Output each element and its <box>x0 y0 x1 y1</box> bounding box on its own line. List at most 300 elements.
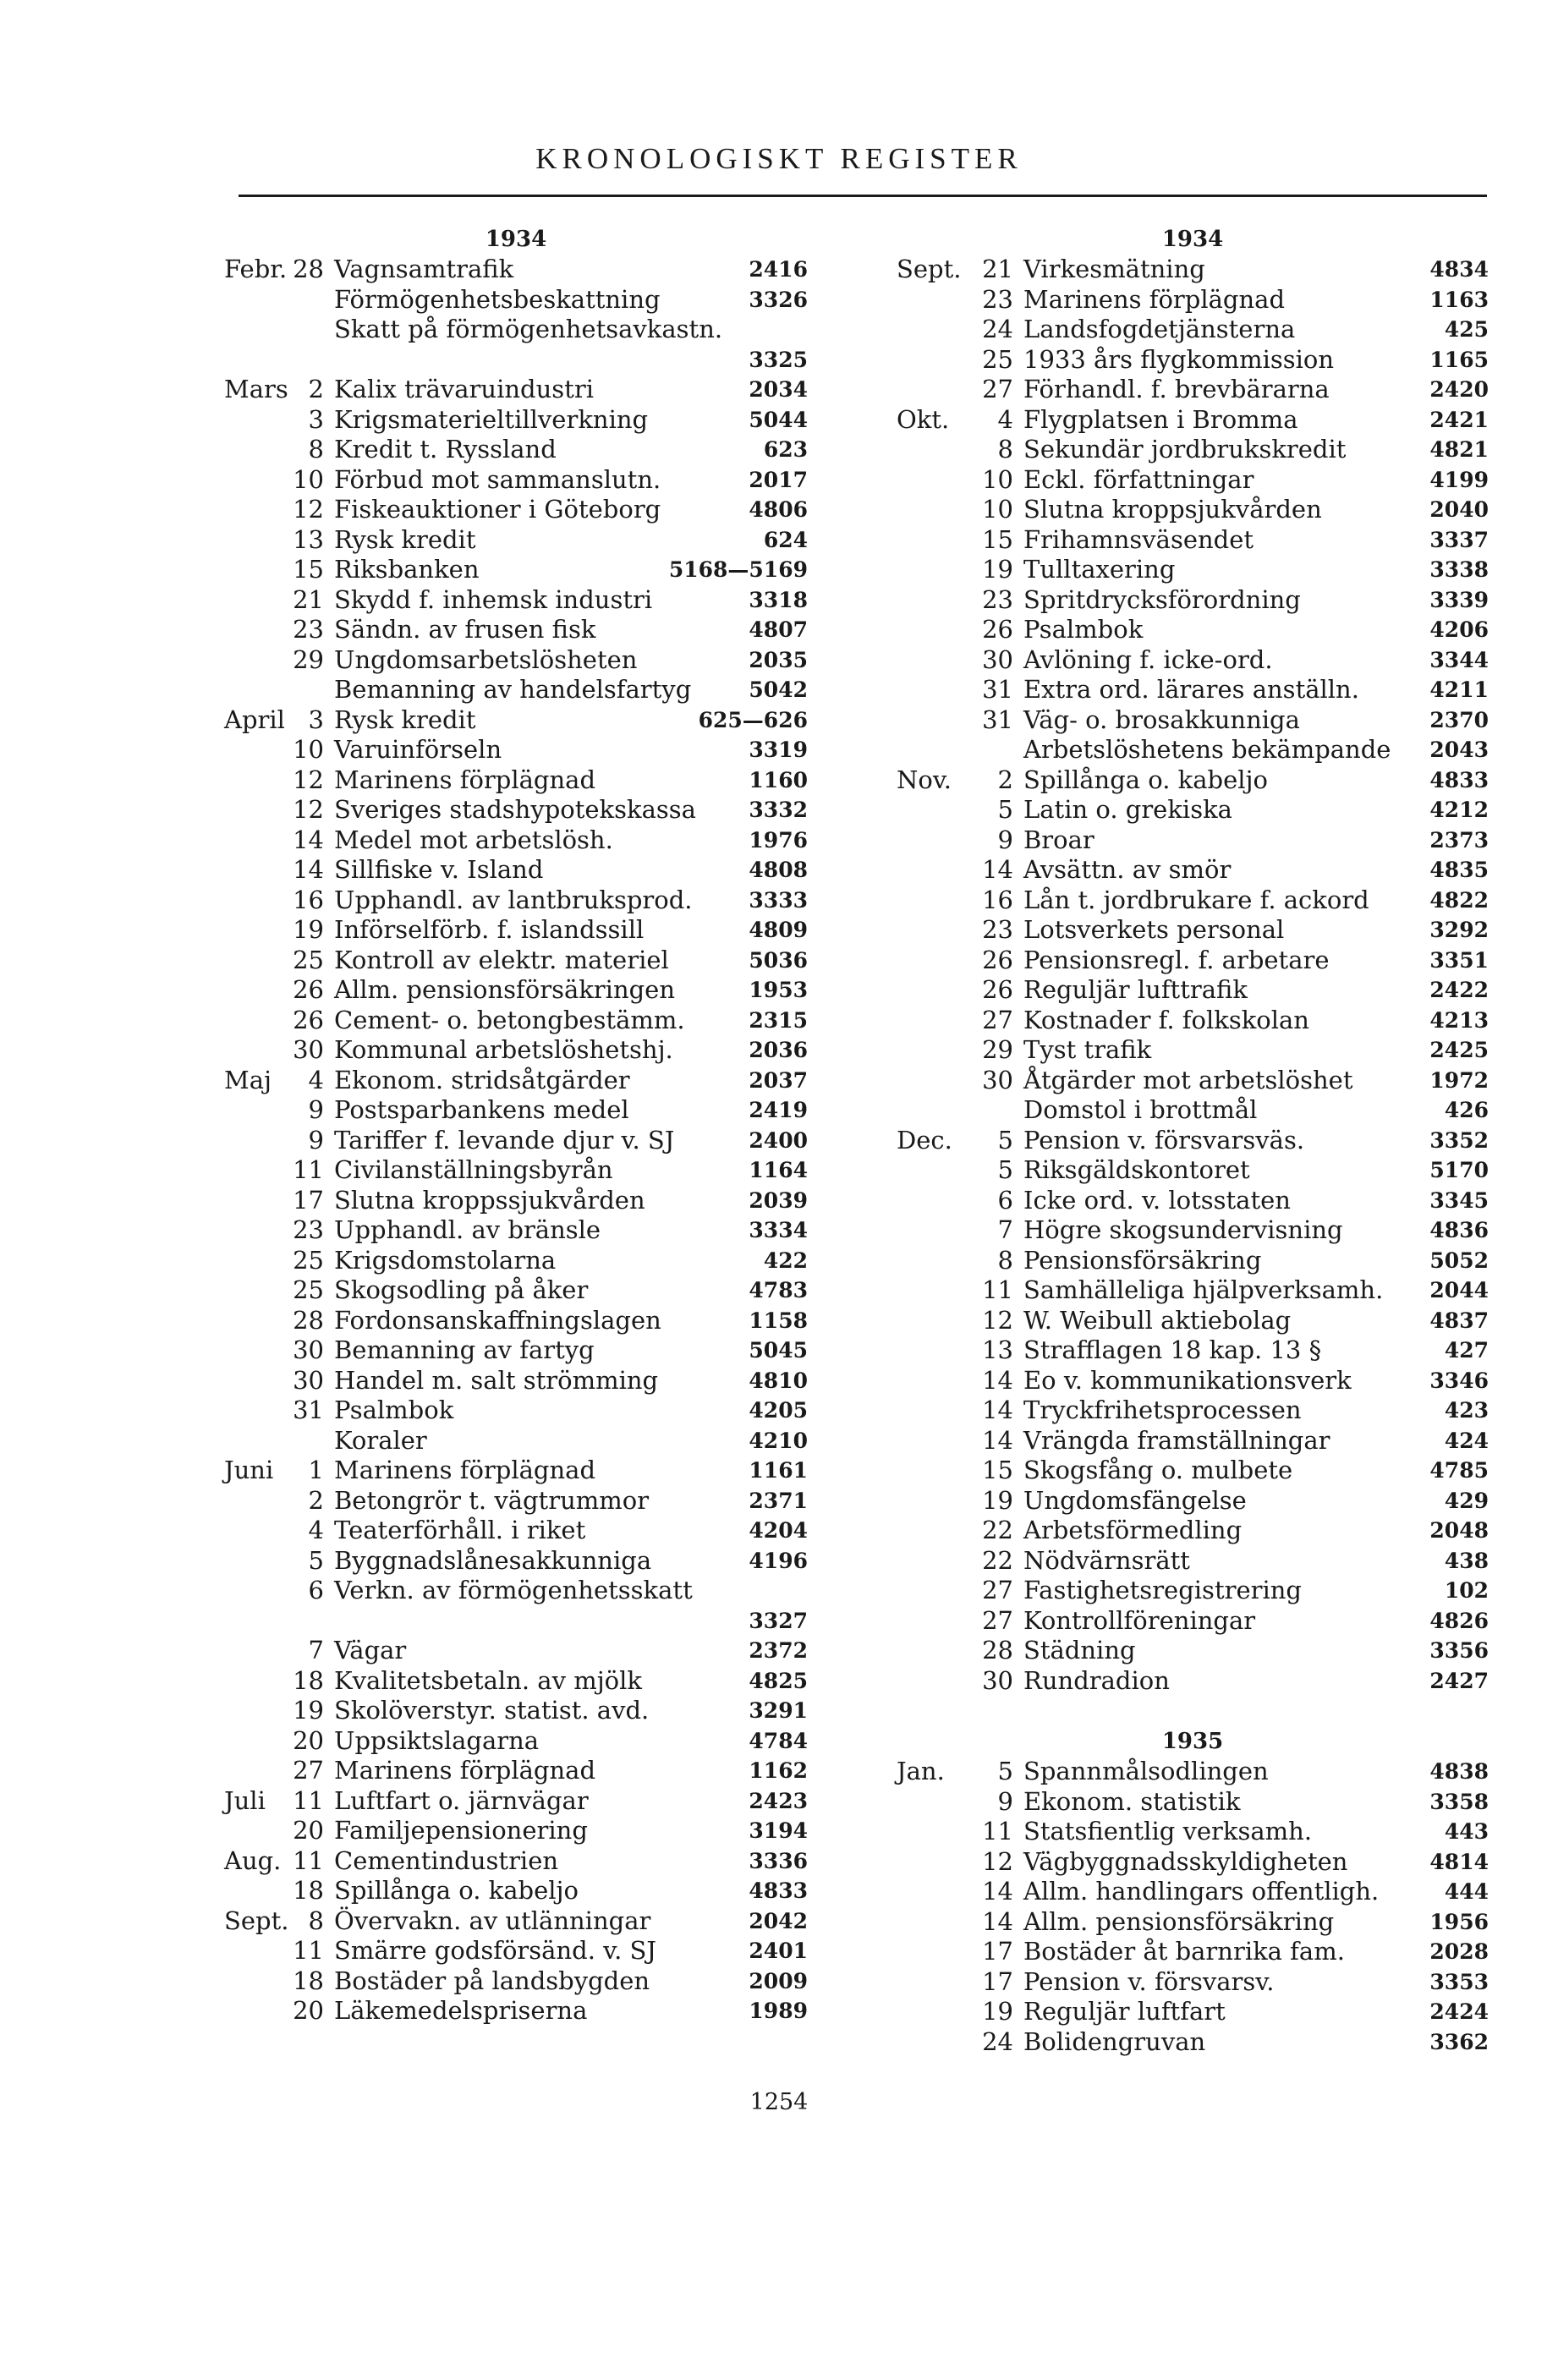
entry-reference: 425 <box>1444 317 1489 342</box>
register-entry <box>897 1606 1489 1637</box>
register-entry <box>224 555 808 585</box>
entry-subject: Väg- o. brosakkunniga <box>1023 705 1300 734</box>
entry-subject: Marinens förplägnad <box>334 765 596 794</box>
register-entry <box>897 1636 1489 1666</box>
entry-reference: 2373 <box>1429 827 1489 853</box>
register-entry <box>897 615 1489 645</box>
entry-subject: Förmögenhetsbeskattning <box>334 284 661 314</box>
entry-day: 27 <box>982 1576 1013 1604</box>
entry-month <box>897 1335 981 1366</box>
entry-month <box>897 1426 981 1456</box>
entry-subject: Eo v. kommunikationsverk <box>1023 1365 1352 1395</box>
entry-reference: 3358 <box>1429 1789 1489 1814</box>
entry-reference: 2048 <box>1429 1518 1489 1543</box>
entry-month <box>897 1787 981 1818</box>
entry-subject: Allm. pensionsförsäkringen <box>334 975 676 1004</box>
entry-month <box>224 1095 292 1126</box>
register-entry <box>897 1757 1489 1787</box>
entry-day: 26 <box>982 945 1013 974</box>
entry-reference: 4204 <box>749 1518 808 1543</box>
register-entry <box>897 495 1489 525</box>
register-entry <box>897 465 1489 496</box>
register-entry <box>897 1186 1489 1216</box>
entry-day: 20 <box>293 1725 324 1755</box>
entry-subject: Vägar <box>334 1636 407 1664</box>
entry-subject: Psalmbok <box>334 1396 454 1424</box>
entry-month: Nov. <box>897 765 952 794</box>
entry-month <box>897 435 981 465</box>
entry-day: 4 <box>997 404 1013 434</box>
entry-reference: 1989 <box>749 1999 808 2023</box>
register-entry <box>224 1516 808 1546</box>
entry-day: 31 <box>293 1396 324 1424</box>
entry-reference: 3292 <box>1429 918 1489 942</box>
entry-subject: Pension v. försvarsv. <box>1023 1966 1275 1996</box>
entry-reference: 3352 <box>1429 1127 1489 1153</box>
entry-month <box>897 1486 981 1516</box>
entry-month <box>897 975 981 1006</box>
entry-month <box>224 946 292 976</box>
entry-day: 8 <box>997 1245 1013 1275</box>
header-rule <box>239 195 1487 197</box>
entry-month <box>224 1006 292 1036</box>
entry-subject: Koraler <box>334 1425 427 1455</box>
entry-reference: 5036 <box>749 947 808 973</box>
entry-reference: 2315 <box>749 1007 808 1033</box>
register-entry <box>897 915 1489 946</box>
entry-reference: 3334 <box>749 1218 808 1242</box>
entry-month <box>224 615 292 645</box>
register-entry <box>897 1246 1489 1276</box>
entry-month: Febr. <box>224 255 288 283</box>
entry-month <box>897 1186 981 1216</box>
entry-day: 21 <box>293 584 324 614</box>
entry-subject: Handel m. salt strömming <box>334 1365 659 1395</box>
register-entry <box>897 705 1489 736</box>
entry-day <box>292 1426 334 1456</box>
entry-day: 14 <box>293 825 324 854</box>
entry-reference: 1158 <box>749 1308 808 1333</box>
entry-reference: 1972 <box>1429 1067 1489 1093</box>
entry-subject: Förhandl. f. brevbärarna <box>1023 375 1330 403</box>
entry-day: 11 <box>293 1936 324 1965</box>
register-entry <box>897 435 1489 465</box>
entry-subject: Upphandl. av bränsle <box>334 1215 601 1244</box>
entry-reference: 2424 <box>1429 1999 1489 2024</box>
entry-reference: 4825 <box>749 1668 808 1693</box>
register-entry <box>224 946 808 976</box>
entry-day: 17 <box>982 1937 1013 1966</box>
entry-subject: Samhälleliga hjälpverksamh. <box>1023 1275 1384 1304</box>
register-entry <box>224 765 808 796</box>
entry-month <box>897 1215 981 1246</box>
entry-subject: Ungdomsarbetslösheten <box>334 644 638 674</box>
register-entry <box>224 1215 808 1246</box>
entry-day: 24 <box>982 315 1013 343</box>
entry-month: Juli <box>224 1785 266 1815</box>
entry-subject: Arbetsförmedling <box>1023 1516 1243 1544</box>
entry-subject: Spritdrycksförordning <box>1023 584 1301 614</box>
entry-day: 10 <box>982 495 1013 524</box>
right-column <box>897 224 1489 2057</box>
register-entry <box>224 375 808 405</box>
register-entry <box>897 735 1489 765</box>
entry-reference: 623 <box>763 437 808 462</box>
entry-subject: Familjepensionering <box>334 1816 588 1845</box>
register-entry <box>897 1666 1489 1697</box>
register-entry <box>224 525 808 556</box>
entry-subject: Förbud mot sammanslutn. <box>334 464 661 494</box>
register-entry <box>897 1516 1489 1546</box>
register-entry <box>224 585 808 616</box>
entry-day: 2 <box>308 375 324 403</box>
register-entry <box>224 825 808 856</box>
register-entry <box>897 585 1489 616</box>
register-entry <box>897 1306 1489 1336</box>
entry-day: 23 <box>982 915 1013 944</box>
entry-reference: 3336 <box>749 1848 808 1873</box>
register-entry <box>224 1906 808 1937</box>
entry-subject: Pensionsförsäkring <box>1023 1245 1262 1275</box>
register-entry <box>897 1546 1489 1577</box>
entry-day: 3 <box>308 705 324 734</box>
entry-subject: Vrängda framställningar <box>1023 1425 1330 1455</box>
register-entry <box>224 915 808 946</box>
register-entry <box>897 1817 1489 1847</box>
entry-month <box>224 1816 292 1846</box>
entry-subject: Kontrollföreningar <box>1023 1605 1256 1635</box>
entry-day: 22 <box>982 1545 1013 1575</box>
entry-reference: 4814 <box>1429 1849 1489 1874</box>
entry-subject: Teaterförhåll. i riket <box>334 1516 586 1544</box>
entry-month <box>897 285 981 315</box>
entry-month <box>224 285 292 315</box>
entry-day <box>292 315 334 345</box>
entry-subject: 1933 års flygkommission <box>1023 344 1335 374</box>
entry-reference: 5045 <box>749 1338 808 1363</box>
entry-month <box>224 465 292 496</box>
entry-day: 13 <box>293 524 324 554</box>
entry-subject: Ekonom. statistik <box>1023 1786 1241 1816</box>
entry-subject: Kvalitetsbetaln. av mjölk <box>334 1665 642 1695</box>
entry-day: 22 <box>982 1516 1013 1544</box>
entry-reference: 438 <box>1444 1548 1489 1573</box>
entry-day: 18 <box>293 1966 324 1995</box>
entry-reference: 4785 <box>1429 1458 1489 1483</box>
entry-day: 30 <box>293 1335 324 1364</box>
entry-month <box>224 765 292 796</box>
register-entry <box>897 1095 1489 1126</box>
entry-reference: 2044 <box>1429 1278 1489 1302</box>
entry-month: Maj <box>224 1065 272 1094</box>
register-entry <box>897 1396 1489 1426</box>
entry-month <box>897 1877 981 1907</box>
entry-reference: 4810 <box>749 1368 808 1393</box>
register-entry <box>897 825 1489 856</box>
entry-day <box>981 735 1023 765</box>
continued-reference: 3325 <box>749 347 808 372</box>
entry-subject: Reguljär luftfart <box>1023 1997 1226 2026</box>
entry-month <box>224 1546 292 1577</box>
entry-month <box>897 1636 981 1666</box>
entry-day: 11 <box>293 1155 324 1184</box>
entry-subject: Ekonom. stridsåtgärder <box>334 1065 630 1094</box>
entry-day: 30 <box>982 1065 1013 1094</box>
entry-day: 29 <box>982 1035 1013 1064</box>
entry-reference: 4835 <box>1429 858 1489 882</box>
entry-reference: 2370 <box>1429 707 1489 732</box>
register-entry <box>897 1877 1489 1907</box>
continued-reference: 3327 <box>749 1608 808 1633</box>
entry-day: 9 <box>308 1095 324 1124</box>
register-entry <box>224 1095 808 1126</box>
register-entry <box>897 1486 1489 1516</box>
entry-reference: 1163 <box>1429 287 1489 312</box>
entry-subject: Städning <box>1023 1636 1136 1664</box>
entry-reference: 2371 <box>749 1488 808 1513</box>
entry-reference: 4826 <box>1429 1608 1489 1633</box>
entry-month <box>224 1186 292 1216</box>
entry-subject: Marinens förplägnad <box>334 1756 596 1785</box>
entry-month <box>897 1306 981 1336</box>
entry-month <box>897 1546 981 1577</box>
entry-day: 14 <box>982 1365 1013 1395</box>
entry-month <box>897 495 981 525</box>
entry-reference: 5168—5169 <box>668 557 808 582</box>
entry-subject: Spannmålsodlingen <box>1023 1757 1269 1785</box>
entry-subject: Åtgärder mot arbetslöshet <box>1023 1065 1353 1094</box>
register-entry <box>224 1666 808 1697</box>
entry-reference: 427 <box>1444 1338 1489 1363</box>
entry-subject: Cement- o. betongbestämm. <box>334 1005 685 1034</box>
entry-reference: 3337 <box>1429 527 1489 552</box>
entry-month <box>897 1847 981 1878</box>
entry-subject: Strafflagen 18 kap. 13 § <box>1023 1335 1322 1364</box>
register-entry <box>224 675 808 705</box>
entry-subject: Vagnsamtrafik <box>334 255 514 283</box>
entry-reference: 2416 <box>749 257 808 282</box>
entry-month <box>897 1907 981 1938</box>
entry-reference: 4809 <box>749 918 808 942</box>
entry-month: Mars <box>224 375 288 403</box>
register-entry <box>897 1787 1489 1818</box>
entry-reference: 5042 <box>749 677 808 702</box>
entry-month <box>224 1215 292 1246</box>
entry-day: 5 <box>997 1125 1013 1154</box>
entry-reference: 1164 <box>749 1158 808 1182</box>
entry-month <box>897 1246 981 1276</box>
entry-day: 19 <box>982 555 1013 584</box>
entry-month <box>897 1275 981 1306</box>
register-entry <box>897 1997 1489 2027</box>
entry-day: 7 <box>308 1636 324 1664</box>
entry-month <box>897 465 981 496</box>
page-header <box>0 142 1558 176</box>
entry-day: 28 <box>293 255 324 283</box>
entry-day: 12 <box>293 795 324 824</box>
entry-day: 9 <box>997 1786 1013 1816</box>
register-entry <box>224 1126 808 1156</box>
entry-day: 15 <box>982 1456 1013 1484</box>
entry-subject: Domstol i brottmål <box>1023 1095 1258 1124</box>
entry-reference: 2028 <box>1429 1939 1489 1964</box>
entry-subject: Luftfart o. järnvägar <box>334 1785 589 1815</box>
entry-month <box>897 735 981 765</box>
register-entry <box>224 1486 808 1516</box>
entry-month <box>897 645 981 676</box>
entry-month <box>224 1335 292 1366</box>
register-entry <box>897 765 1489 796</box>
entry-month <box>897 1997 981 2027</box>
entry-day: 29 <box>293 644 324 674</box>
entry-month <box>224 1696 292 1726</box>
entry-reference: 443 <box>1444 1819 1489 1844</box>
entry-month <box>897 855 981 886</box>
entry-day: 20 <box>293 1996 324 2025</box>
entry-month <box>897 615 981 645</box>
register-entry <box>897 946 1489 976</box>
register-entry <box>897 1215 1489 1246</box>
entry-month <box>224 555 292 585</box>
entry-day: 14 <box>982 1425 1013 1455</box>
register-entry <box>224 1155 808 1186</box>
entry-reference: 424 <box>1444 1428 1489 1453</box>
register-entry <box>897 1275 1489 1306</box>
entry-subject: Sillfiske v. Island <box>334 855 544 884</box>
entry-subject: Marinens förplägnad <box>1023 284 1286 314</box>
register-entry <box>224 1006 808 1036</box>
entry-subject: Skatt på förmögenhetsavkastn. <box>334 315 723 343</box>
entry-subject: Kontroll av elektr. materiel <box>334 945 669 974</box>
entry-month <box>224 1126 292 1156</box>
register-entry <box>224 1576 808 1606</box>
entry-reference: 4833 <box>1429 767 1489 792</box>
entry-month <box>897 525 981 556</box>
entry-reference: 625—626 <box>698 707 808 732</box>
entry-day: 15 <box>982 524 1013 554</box>
year-heading: 1934 <box>485 227 547 252</box>
entry-reference: 3291 <box>749 1698 808 1723</box>
register-entry <box>224 405 808 436</box>
entry-subject: Extra ord. lärares anställn. <box>1023 675 1359 704</box>
entry-subject: Krigsmaterieltillverkning <box>334 404 649 434</box>
entry-month <box>224 495 292 525</box>
register-entry <box>897 886 1489 916</box>
entry-reference: 422 <box>763 1248 808 1273</box>
register-entry <box>897 795 1489 825</box>
entry-day: 9 <box>997 825 1013 854</box>
entry-month <box>897 1396 981 1426</box>
entry-reference: 4838 <box>1429 1759 1489 1784</box>
entry-day: 26 <box>293 1005 324 1034</box>
register-entry <box>897 405 1489 436</box>
entry-subject: Spillånga o. kabeljo <box>334 1876 579 1905</box>
entry-subject: Skogsfång o. mulbete <box>1023 1456 1293 1484</box>
entry-day: 31 <box>982 705 1013 734</box>
register-entry <box>897 1907 1489 1938</box>
entry-month <box>897 345 981 376</box>
entry-month: Aug. <box>224 1845 282 1875</box>
entry-reference: 2400 <box>749 1127 808 1153</box>
entry-subject: Kalix trävaruindustri <box>334 375 594 403</box>
entry-reference: 2036 <box>749 1038 808 1062</box>
register-entry <box>897 1426 1489 1456</box>
register-entry <box>897 255 1489 285</box>
entry-subject: Fordonsanskaffningslagen <box>334 1305 661 1335</box>
entry-subject: Läkemedelspriserna <box>334 1996 588 2025</box>
entry-month: April <box>224 705 285 734</box>
entry-subject: W. Weibull aktiebolag <box>1023 1305 1292 1335</box>
entry-month <box>897 1155 981 1186</box>
entry-subject: Pensionsregl. f. arbetare <box>1023 945 1330 974</box>
entry-day: 12 <box>293 765 324 794</box>
entry-day: 12 <box>982 1846 1013 1876</box>
entry-reference <box>803 1576 808 1606</box>
entry-day: 11 <box>293 1785 324 1815</box>
entry-reference: 2422 <box>1429 978 1489 1002</box>
entry-month <box>224 1306 292 1336</box>
entry-subject: Slutna kroppssjukvården <box>334 1185 645 1215</box>
entry-day: 30 <box>293 1035 324 1064</box>
entry-subject: Bemanning av fartyg <box>334 1335 595 1364</box>
entry-subject: Spillånga o. kabeljo <box>1023 765 1268 794</box>
register-entry <box>224 795 808 825</box>
register-entry <box>897 1456 1489 1486</box>
register-entry <box>897 315 1489 345</box>
entry-month <box>897 1095 981 1126</box>
entry-day: 23 <box>293 615 324 644</box>
entry-day: 19 <box>982 1997 1013 2026</box>
entry-reference: 3353 <box>1429 1969 1489 1994</box>
entry-subject: Frihamnsväsendet <box>1023 524 1254 554</box>
register-entry <box>224 705 808 736</box>
entry-month <box>897 675 981 705</box>
entry-reference: 4212 <box>1429 798 1489 822</box>
entry-subject: Bolidengruvan <box>1023 2026 1206 2056</box>
entry-month <box>224 405 292 436</box>
entry-subject: Smärre godsförsänd. v. SJ <box>334 1936 657 1965</box>
entry-reference: 423 <box>1444 1398 1489 1423</box>
entry-reference: 1953 <box>749 978 808 1002</box>
entry-reference: 2035 <box>749 647 808 672</box>
entry-month <box>897 2027 981 2058</box>
entry-subject: Byggnadslånesakkunniga <box>334 1545 652 1575</box>
register-entry <box>897 1335 1489 1366</box>
entry-day: 8 <box>308 1906 324 1935</box>
entry-subject: Icke ord. v. lotsstaten <box>1023 1185 1291 1215</box>
entry-day: 12 <box>982 1305 1013 1335</box>
entry-month <box>897 375 981 405</box>
entry-reference: 2017 <box>749 467 808 492</box>
entry-reference: 4807 <box>749 617 808 642</box>
register-entry <box>224 1876 808 1906</box>
register-entry <box>224 495 808 525</box>
entry-subject: Rysk kredit <box>334 705 476 734</box>
year-heading: 1934 <box>1161 227 1224 252</box>
entry-day: 27 <box>982 1005 1013 1034</box>
entry-reference: 1160 <box>749 767 808 792</box>
entry-reference: 3326 <box>749 287 808 312</box>
register-entry <box>224 1756 808 1786</box>
entry-month <box>897 1606 981 1637</box>
register-entry <box>897 555 1489 585</box>
entry-day: 5 <box>997 1757 1013 1785</box>
entry-reference: 2372 <box>749 1638 808 1663</box>
entry-month <box>224 855 292 886</box>
entry-subject: Skogsodling på åker <box>334 1275 589 1304</box>
register-entry <box>224 1546 808 1577</box>
entry-month: Sept. <box>224 1906 289 1935</box>
